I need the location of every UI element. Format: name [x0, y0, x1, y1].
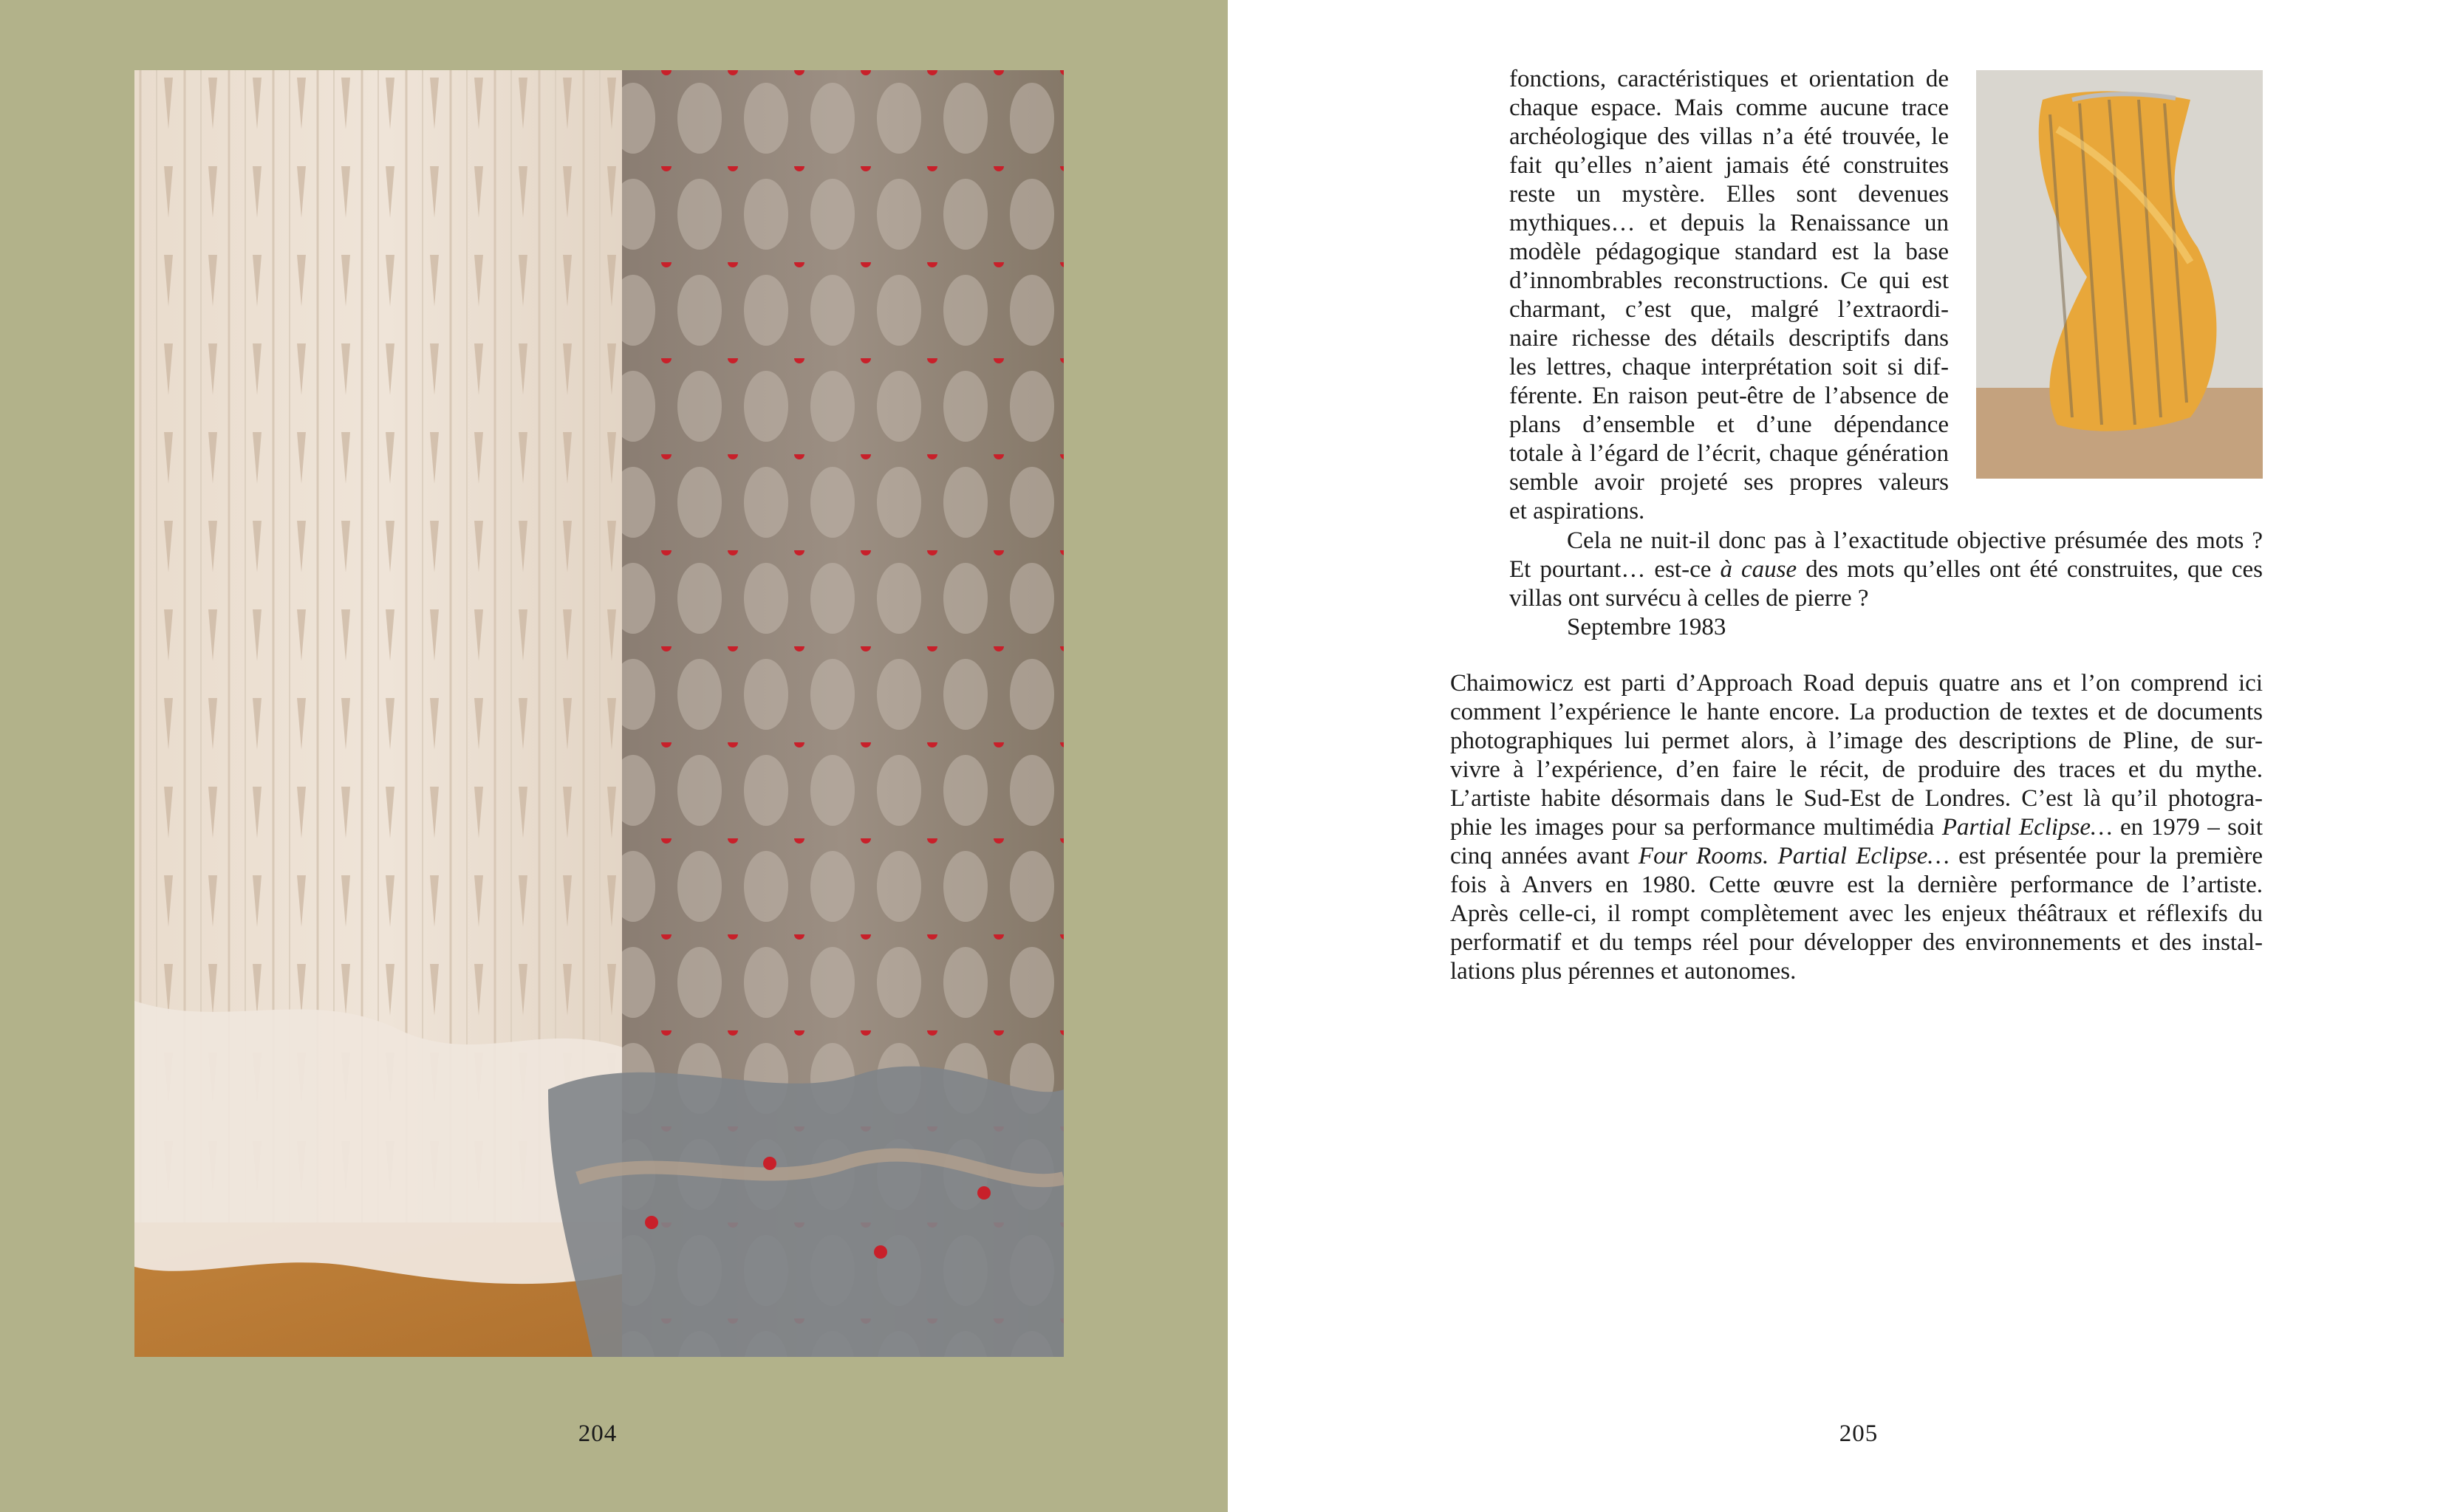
- narrow-text-column: [1509, 65, 1949, 526]
- text-line: Chaimowicz est parti d’Approach Road depuis quatre ans et l’on comprend ici: [1450, 670, 2263, 697]
- text-line: vivre à l’expérience, d’en faire le récit, de produire des traces et du mythe.: [1450, 756, 2263, 783]
- text-line: Après celle-ci, il rompt complètement avec les enjeux théâtraux et réflexifs du: [1450, 900, 2263, 927]
- text-line: L’artiste habite désormais dans le Sud-Est de Londres. C’est là qu’il photogra-: [1450, 785, 2263, 812]
- text-line: performatif et du temps réel pour développer des environnements et des instal-: [1450, 929, 2263, 956]
- text-line: fois à Anvers en 1980. Cette œuvre est la dernière performance de l’artiste.: [1450, 872, 2263, 898]
- page-number-right: 205: [1839, 1420, 1879, 1447]
- text-line: archéologique des villas n’a été trouvée, le: [1509, 123, 1949, 150]
- text-line: fait qu’elles n’aient jamais été construites: [1509, 152, 1949, 179]
- text-line: photographiques lui permet alors, à l’image des descriptions de Pline, de sur-: [1450, 728, 2263, 754]
- emphasis: Four Rooms. Partial Eclipse…: [1638, 843, 1950, 869]
- text-line: cinq années avant Four Rooms. Partial Eclipse… est présentée pour la première: [1450, 843, 2263, 869]
- text-line: les lettres, chaque interprétation soit si dif-: [1509, 354, 1949, 380]
- text-line: charmant, c’est que, malgré l’extraordi-: [1509, 296, 1949, 323]
- text-line: modèle pédagogique standard est la base: [1509, 239, 1949, 265]
- page-number-left: 204: [578, 1420, 618, 1447]
- text-line: totale à l’égard de l’écrit, chaque génération: [1509, 440, 1949, 467]
- text-line: Et pourtant… est-ce à cause des mots qu’elles ont été construites, que ces: [1509, 556, 2263, 583]
- body-paragraph: [1450, 669, 2263, 986]
- text-line: villas ont survécu à celles de pierre ?: [1509, 585, 1869, 612]
- text-line: et aspirations.: [1509, 498, 1645, 524]
- text-line: reste un mystère. Elles sont devenues: [1509, 181, 1949, 208]
- date-line: Septembre 1983: [1567, 614, 1726, 640]
- text-line: fonctions, caractéristiques et orientation de: [1509, 66, 1949, 92]
- emphasis: Partial Eclipse…: [1941, 814, 2113, 841]
- text-line: naire richesse des détails descriptifs dans: [1509, 325, 1949, 352]
- text-line: lations plus pérennes et autonomes.: [1450, 958, 1797, 985]
- text-line: semble avoir projeté ses propres valeurs: [1509, 469, 1949, 496]
- curtains-photo: [134, 70, 1064, 1357]
- text-line: mythiques… et depuis la Renaissance un: [1509, 210, 1949, 236]
- text-line: phie les images pour sa performance multimédia Partial Eclipse… en 1979 – soit: [1450, 814, 2263, 841]
- text-line: plans d’ensemble et d’une dépendance: [1509, 411, 1949, 438]
- text-line: chaque espace. Mais comme aucune trace: [1509, 95, 1949, 121]
- quote-paragraph: [1509, 527, 2263, 613]
- text-line: férente. En raison peut-être de l’absence de: [1509, 383, 1949, 409]
- text-line: comment l’expérience le hante encore. La production de textes et de documents: [1450, 699, 2263, 725]
- vase-photo: [1976, 70, 2263, 479]
- emphasis: à cause: [1720, 556, 1797, 583]
- text-line: Cela ne nuit-il donc pas à l’exactitude objective présumée des mots ?: [1567, 527, 2263, 554]
- text-line: d’innombrables reconstructions. Ce qui est: [1509, 267, 1949, 294]
